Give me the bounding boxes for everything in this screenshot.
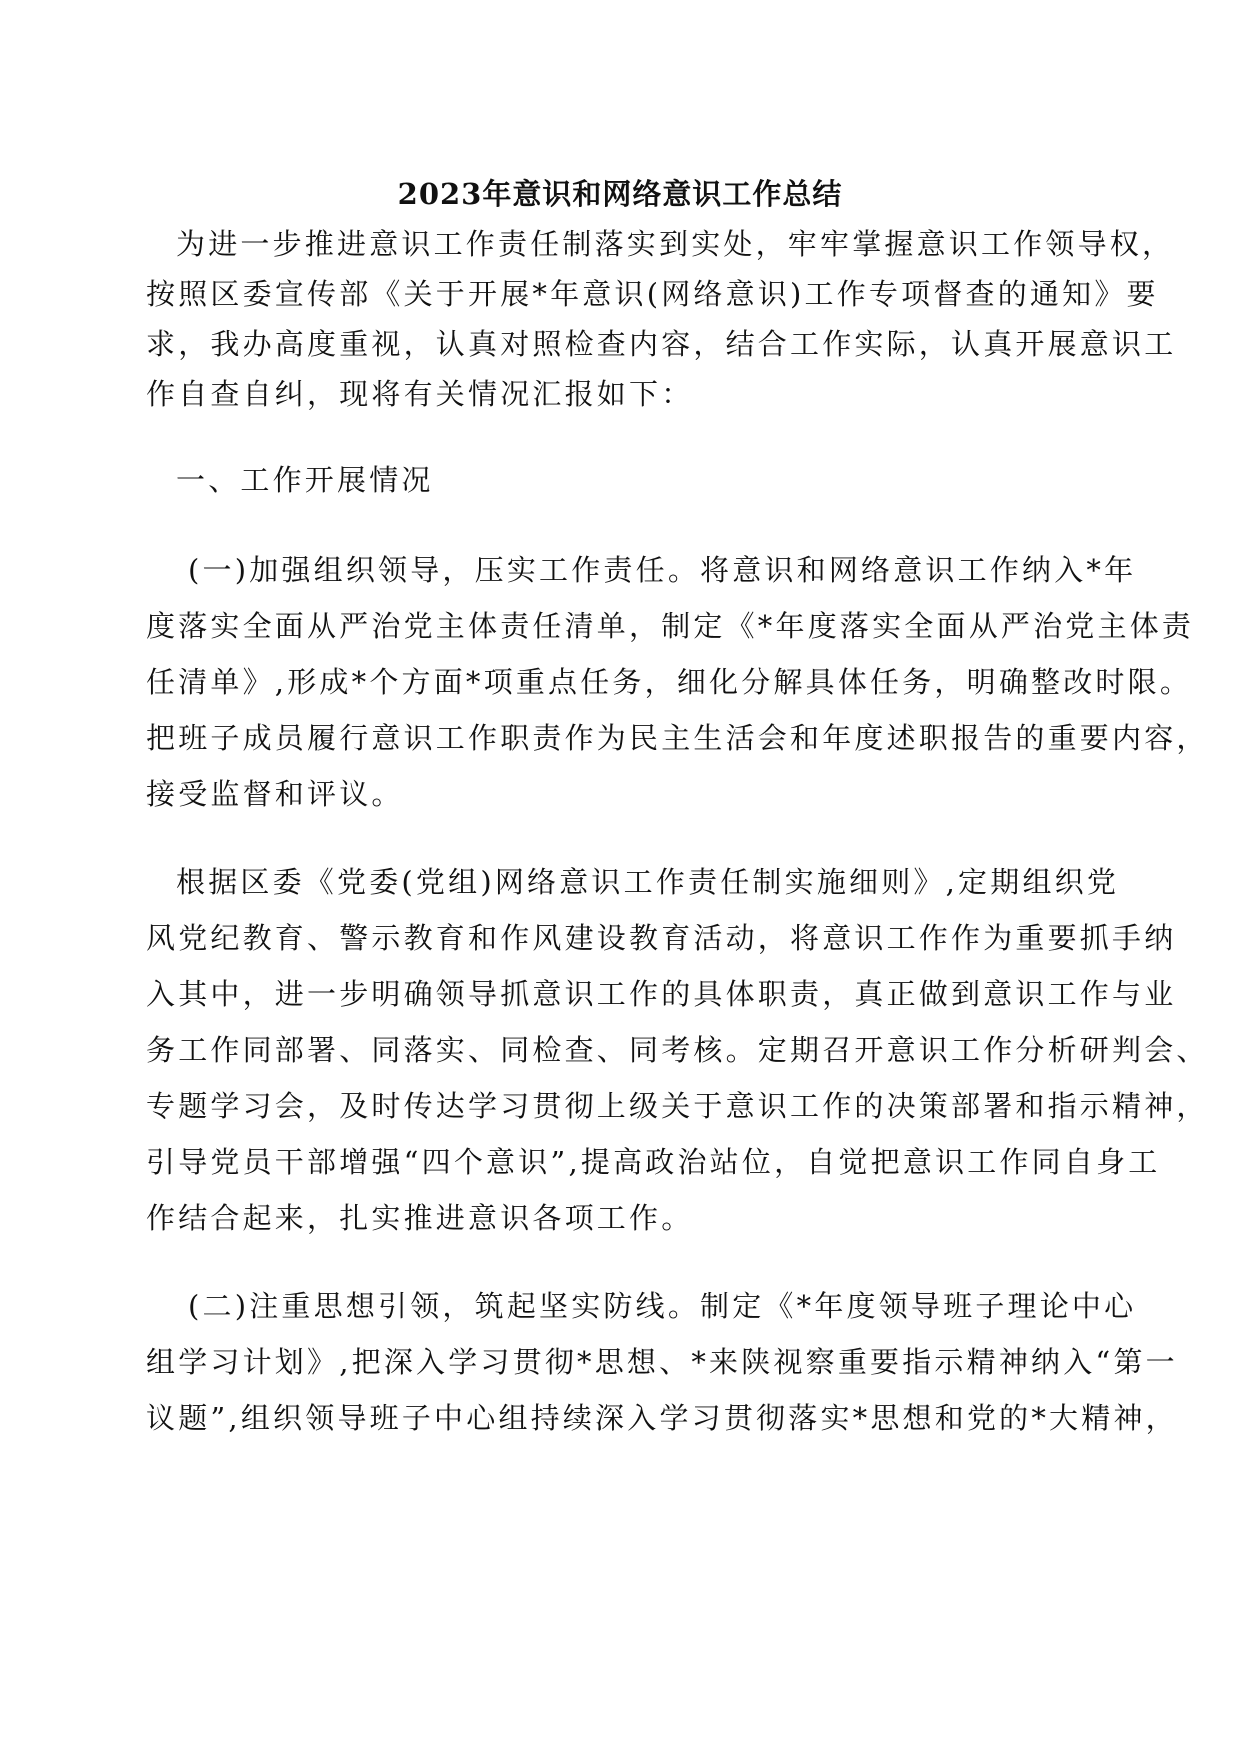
paragraph-line: 求，我办高度重视，认真对照检查内容，结合工作实际，认真开展意识工 xyxy=(146,327,1177,361)
document-title: 2023年意识和网络意识工作总结 xyxy=(397,177,843,211)
paragraph-line: (二)注重思想引领，筑起坚实防线。制定《*年度领导班子理论中心 xyxy=(188,1289,1137,1323)
paragraph-line: 引导党员干部增强“四个意识”,提高政治站位，自觉把意识工作同自身工 xyxy=(146,1145,1161,1179)
paragraph-line: 任清单》,形成*个方面*项重点任务，细化分解具体任务，明确整改时限。 xyxy=(146,665,1193,699)
paragraph-line: 作自查自纠，现将有关情况汇报如下： xyxy=(146,377,694,411)
paragraph-line: 议题”,组织领导班子中心组持续深入学习贯彻落实*思想和党的*大精神， xyxy=(146,1401,1178,1435)
paragraph-line: 根据区委《党委(党组)网络意识工作责任制实施细则》,定期组织党 xyxy=(176,865,1120,899)
paragraph-line: 为进一步推进意识工作责任制落实到实处，牢牢掌握意识工作领导权， xyxy=(176,227,1175,261)
paragraph-line: 按照区委宣传部《关于开展*年意识(网络意识)工作专项督查的通知》要 xyxy=(146,277,1159,311)
paragraph-line: 务工作同部署、同落实、同检查、同考核。定期召开意识工作分析研判会、 xyxy=(146,1033,1209,1067)
paragraph-line: 度落实全面从严治党主体责任清单，制定《*年度落实全面从严治党主体责 xyxy=(146,609,1195,643)
paragraph-line: 接受监督和评议。 xyxy=(146,777,404,811)
paragraph-line: 把班子成员履行意识工作职责作为民主生活会和年度述职报告的重要内容， xyxy=(146,721,1209,755)
paragraph-line: 作结合起来，扎实推进意识各项工作。 xyxy=(146,1201,694,1235)
paragraph-line: (一)加强组织领导，压实工作责任。将意识和网络意识工作纳入*年 xyxy=(188,553,1137,587)
paragraph-line: 组学习计划》,把深入学习贯彻*思想、*来陕视察重要指示精神纳入“第一 xyxy=(146,1345,1178,1379)
paragraph-line: 入其中，进一步明确领导抓意识工作的具体职责，真正做到意识工作与业 xyxy=(146,977,1177,1011)
paragraph-line: 专题学习会，及时传达学习贯彻上级关于意识工作的决策部署和指示精神， xyxy=(146,1089,1209,1123)
section-heading: 一、工作开展情况 xyxy=(176,463,434,497)
paragraph-line: 风党纪教育、警示教育和作风建设教育活动，将意识工作作为重要抓手纳 xyxy=(146,921,1177,955)
